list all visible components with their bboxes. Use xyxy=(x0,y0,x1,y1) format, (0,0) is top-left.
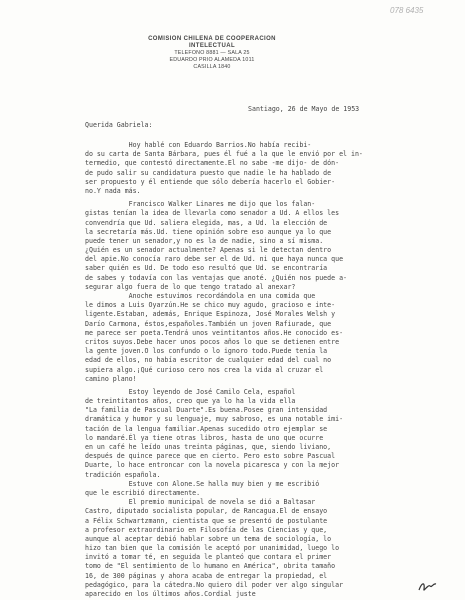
body-line: Castro, diputado socialista popular, de Rancagua.El de ensayo xyxy=(85,507,328,516)
body-line: ser propuesto y él entiende que sólo debería hacerlo el Gobier- xyxy=(85,177,336,186)
body-line: critos suyos.Debe hacer unos pocos años lo que se detienen entre xyxy=(85,337,340,346)
letterhead xyxy=(132,36,292,71)
body-line: ¿Quién es un senador actualmente? Apenas si le detectan dentro xyxy=(85,246,332,255)
body-line: Francisco Walker Linares me dijo que los falan- xyxy=(85,200,316,209)
body-line: gistas tenían la idea de llevarla como senador a Ud. A ellos les xyxy=(85,209,340,218)
body-line: ligente.Estaban, además, Enrique Espinoza, José Morales Welsh y xyxy=(85,310,336,319)
body-line: segurar algo fuera de lo que tengo tratado al anexar? xyxy=(85,282,296,291)
salutation: Querida Gabriela: xyxy=(85,121,153,129)
body-line: después de quince parece que en cierto. Pero esto sobre Pascual xyxy=(85,452,336,461)
body-line: de pudo salir su candidatura puesto que nadie le ha hablado de xyxy=(85,168,332,177)
handwritten-signature xyxy=(417,580,437,594)
body-line: invitó a tomar té, en seguida le planteó que contara el primer xyxy=(85,553,332,562)
letterhead-line: TELEFONO 8881 — SALA 25 xyxy=(174,50,250,56)
body-line: El premio municipal de novela se dió a Baltasar xyxy=(85,498,316,507)
body-line: hizo tan bien que la comisión le aceptó por unanimidad, luego lo xyxy=(85,544,340,553)
body-line: Estoy leyendo de José Camilo Cela, español xyxy=(85,387,296,396)
body-line: la gente joven.O los confundo o lo ignoro todo.Puede tenía la xyxy=(85,347,328,356)
letterhead-organization: COMISION CHILENA DE COOPERACION INTELECTUAL xyxy=(148,36,276,49)
letterhead-line: CASILLA 1840 xyxy=(193,64,231,70)
body-line: 16, de 300 páginas y ahora acaba de entregar la propiedad, el xyxy=(85,571,328,580)
body-line: le dimos a Luis Oyarzún.He se chico muy agudo, gracioso e inte- xyxy=(85,301,336,310)
body-line: Hoy hablé con Eduardo Barrios.No había recibi- xyxy=(85,141,312,149)
body-line: pedagógico, para la cátedra.No quiero dil poder ver algo singular xyxy=(85,580,344,589)
archive-reference-mark: 078 6435 xyxy=(390,6,424,15)
body-line: en un café he leído unas treinta páginas, que, siendo liviano, xyxy=(85,443,332,451)
body-line: Darío Carmona, éstos,españoles.También un joven Rafiurade, que xyxy=(85,319,332,328)
body-line: a profesor extraordinario en Filosofía de las Ciencias y que, xyxy=(85,525,328,534)
body-line: tradición española. xyxy=(85,470,161,479)
body-line: aparecido en los últimos años.Cordial juste xyxy=(85,590,256,598)
body-line: del apie.No conocía raro debe ser el de Ud. ni que haya nunca que xyxy=(85,255,344,264)
body-line: "La familia de Pascual Duarte".Es buena.Posee gran intensidad xyxy=(85,406,328,415)
body-line: edad de ellos, no había escritor de cualquier edad del cual no xyxy=(85,356,332,365)
letterhead-line: EDUARDO PRIO ALAMEDA 1011 xyxy=(169,57,255,63)
body-line: tomo de "El sentimiento de lo humano en América", obrita tamaño xyxy=(85,562,336,571)
body-line: camino plano! xyxy=(85,374,137,383)
body-line: de treintitantos años, creo que ya lo ha la vida ella xyxy=(85,397,296,406)
body-line: me parece ser poeta.Tendrá unos veintitantos años.He conocido es- xyxy=(85,328,344,337)
body-line: Estuve con Alone.Se halla muy bien y me escribió xyxy=(85,479,320,488)
body-line: a Félix Schwartzmann, cientista que se presentó de postulante xyxy=(85,516,328,525)
letter-body xyxy=(85,141,363,599)
body-line: aunque al aceptar debió hablar sobre un tema de sociología, lo xyxy=(85,534,332,543)
body-line: saber quién es Ud. De todo eso resultó que Ud. se encontraría xyxy=(85,264,328,273)
body-line: supiera algo.¡Qué curioso cero nos crea la vida al cruzar el xyxy=(85,365,324,374)
body-line: la secretaría más.Ud. tiene opinión sobre eso aunque ya lo que xyxy=(85,227,332,236)
body-line: lo mandaré.Él ya tiene otras libros, hasta de uno que ocurre xyxy=(85,433,324,442)
body-line: termedio, que contestó directamente.El no sabe -me dijo- de dón- xyxy=(85,159,340,168)
body-line: puede tener un senador,y no es la de nadie, sino a sí misma. xyxy=(85,236,324,245)
body-line: convendría que Ud. saliera elegida, mas, a Ud. la elección de xyxy=(85,218,328,227)
body-line: Anoche estuvimos recordándola en una comida que xyxy=(85,292,316,300)
body-line: tación de la lengua familiar.Apenas sucedido otro ejemplar se xyxy=(85,424,328,433)
body-line: no.Y nada más. xyxy=(85,186,141,195)
body-line: dramática y humor y su lenguaje, muy sabroso, es una notable imi- xyxy=(85,415,344,424)
body-line: de sabes y todavía con las ventajas que anoté. ¿Quién nos puede a- xyxy=(85,273,348,282)
letter-date: Santiago, 26 de Mayo de 1953 xyxy=(248,105,360,113)
body-line: Duarte, lo hace entroncar con la novela picaresca y con la mejor xyxy=(85,461,340,470)
body-line: que le escribió directamente. xyxy=(85,488,201,497)
body-line: do su carta de Santa Bárbara, pues él fué a la que le envió por el in- xyxy=(85,150,363,159)
